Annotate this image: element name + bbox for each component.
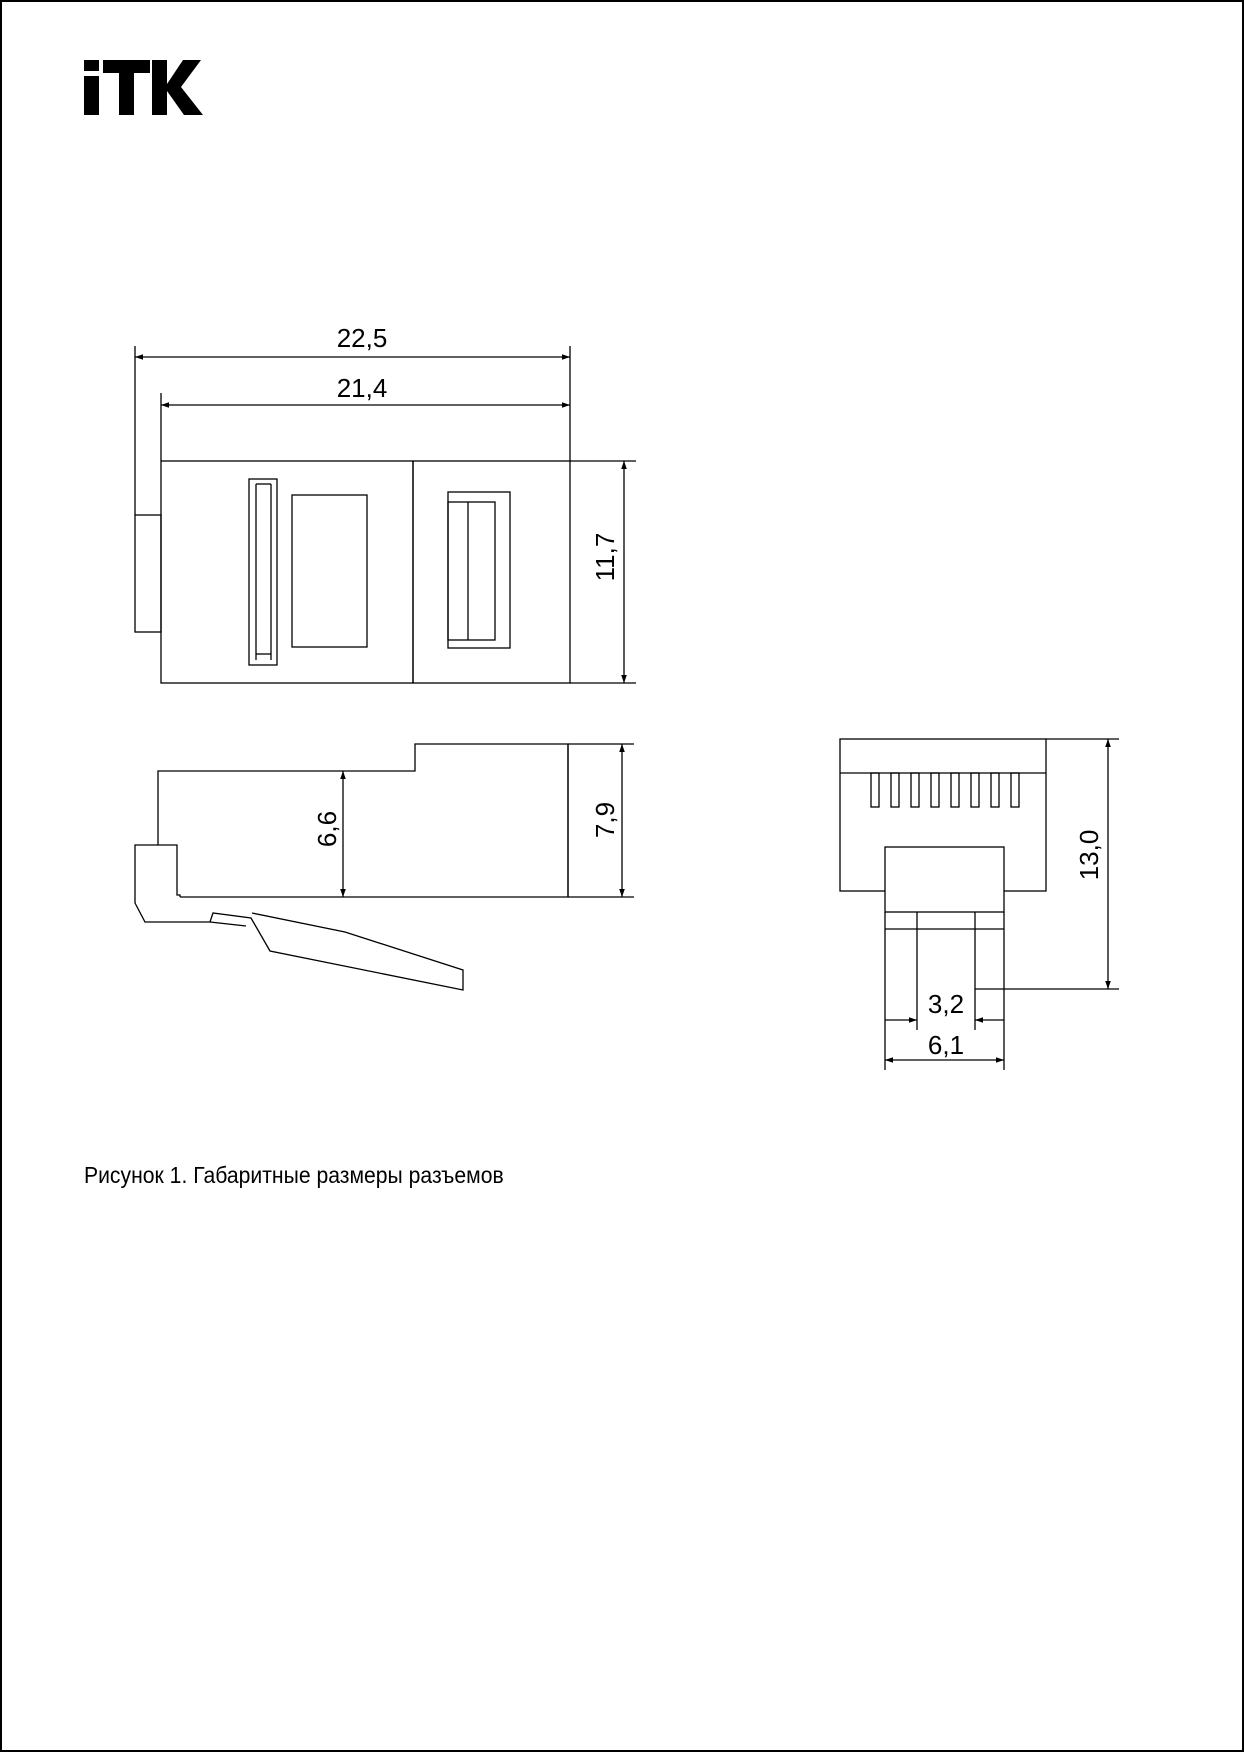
- itk-logo: [84, 60, 203, 115]
- dim-label-6-1: 6,1: [927, 1030, 965, 1060]
- dim-label-6-6: 6,6: [312, 810, 342, 848]
- dim-label-3-2: 3,2: [927, 989, 965, 1019]
- figure-caption: Рисунок 1. Габаритные размеры разъемов: [84, 1162, 504, 1188]
- front-view: [840, 739, 1046, 989]
- dim-label-11-7: 11,7: [590, 532, 620, 582]
- dim-label-22-5: 22,5: [336, 323, 388, 353]
- dim-label-13-0: 13,0: [1074, 829, 1104, 881]
- dim-label-21-4: 21,4: [336, 373, 388, 403]
- dim-label-7-9: 7,9: [590, 801, 620, 839]
- side-view: [135, 744, 568, 990]
- top-view: [135, 461, 570, 683]
